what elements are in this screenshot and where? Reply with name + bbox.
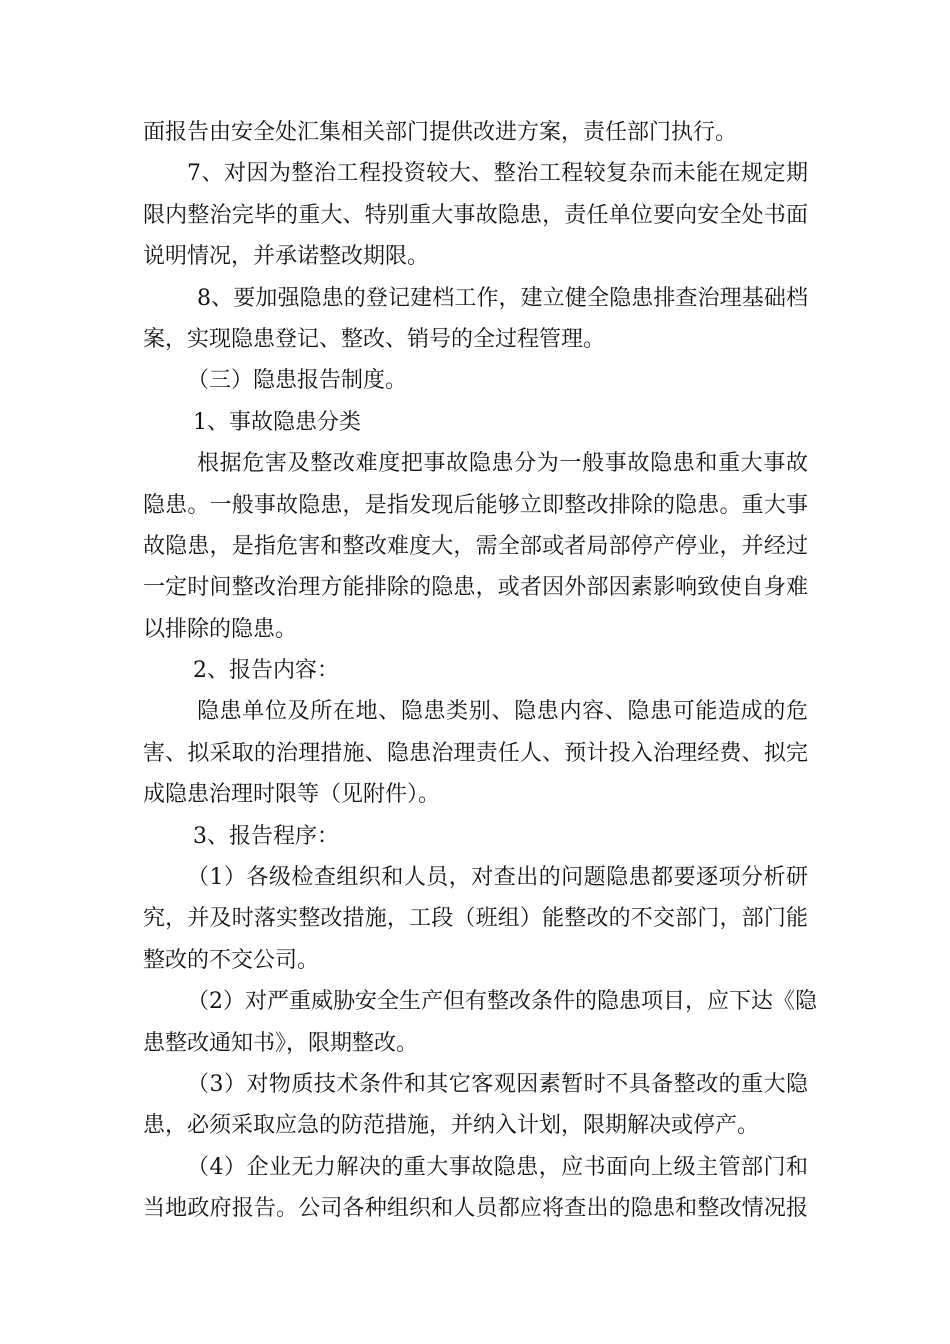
text-line: 3、报告程序： (193, 823, 339, 849)
text-line: 2、报告内容： (193, 658, 339, 684)
text-line: 患整改通知书》，限期整改。 (143, 1030, 419, 1056)
text-line: 害、拟采取的治理措施、隐患治理责任人、预计投入治理经费、拟完 (143, 740, 808, 766)
text-line: 8、要加强隐患的登记建档工作，建立健全隐患排查治理基础档 (197, 285, 808, 311)
text-line: 根据危害及整改难度把事故隐患分为一般事故隐患和重大事故 (197, 451, 808, 477)
text-line: 整改的不交公司。 (143, 947, 320, 973)
text-line: （4）企业无力解决的重大事故隐患，应书面向上级主管部门和 (187, 1154, 808, 1180)
text-line: 患，必须采取应急的防范措施，并纳入计划，限期解决或停产。 (143, 1113, 760, 1139)
text-line: （三）隐患报告制度。 (187, 368, 408, 394)
text-line: （2）对严重威胁安全生产但有整改条件的隐患项目，应下达《隐 (187, 989, 817, 1015)
text-line: 当地政府报告。公司各种组织和人员都应将查出的隐患和整改情况报 (143, 1196, 808, 1222)
text-line: （3）对物质技术条件和其它客观因素暂时不具备整改的重大隐 (187, 1071, 808, 1097)
text-line: 案，实现隐患登记、整改、销号的全过程管理。 (143, 326, 606, 352)
text-line: 以排除的隐患。 (143, 616, 298, 642)
text-line: （1）各级检查组织和人员，对查出的问题隐患都要逐项分析研 (187, 865, 808, 891)
text-line: 面报告由安全处汇集相关部门提供改进方案，责任部门执行。 (143, 120, 738, 145)
text-line: 一定时间整改治理方能排除的隐患，或者因外部因素影响致使自身难 (143, 575, 808, 601)
text-line: 7、对因为整治工程投资较大、整治工程较复杂而未能在规定期 (187, 161, 808, 187)
text-line: 隐患。一般事故隐患，是指发现后能够立即整改排除的隐患。重大事 (143, 492, 808, 518)
text-line: 故隐患，是指危害和整改难度大，需全部或者局部停产停业，并经过 (143, 533, 808, 559)
text-line: 1、事故隐患分类 (193, 409, 361, 435)
text-line: 究，并及时落实整改措施，工段（班组）能整改的不交部门，部门能 (143, 906, 808, 932)
text-line: 隐患单位及所在地、隐患类别、隐患内容、隐患可能造成的危 (197, 699, 808, 725)
text-line: 成隐患治理时限等（见附件）。 (143, 782, 441, 808)
text-line: 说明情况，并承诺整改期限。 (143, 244, 430, 270)
document-body (143, 112, 817, 1230)
text-line: 限内整治完毕的重大、特别重大事故隐患，责任单位要向安全处书面 (143, 202, 808, 228)
